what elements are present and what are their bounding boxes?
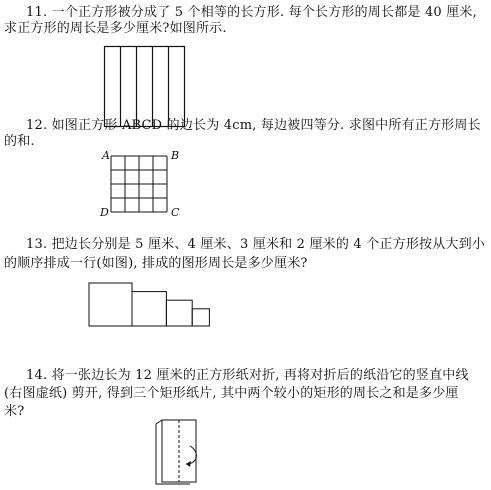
- fig11-outer-square: [105, 47, 185, 127]
- fig13-square: [166, 300, 192, 326]
- fig12-grid-lines: [111, 156, 167, 212]
- problem-11-line-2: 求正方形的周长是多少厘米?如图所示.: [4, 21, 227, 36]
- fig13-square: [132, 292, 166, 326]
- problem-12-line-1: 12. 如图正方形 ABCD 的边长为 4cm, 每边被四等分. 求图中所有正方形周长: [26, 118, 481, 133]
- fig13-square: [192, 309, 209, 326]
- fig13-square: [89, 283, 132, 326]
- problem-13-line-1: 13. 把边长分别是 5 厘米、4 厘米、3 厘米和 2 厘米的 4 个正方形按从大到小: [26, 237, 486, 252]
- figure-12-grid-square: [110, 155, 168, 213]
- figure-14-folded-paper: [150, 418, 210, 488]
- problem-14-line-2: (右图虚纸) 剪开, 得到三个矩形纸片, 其中两个较小的矩形的周长之和是多少厘: [4, 386, 459, 401]
- figure-11-square-strips: [104, 46, 186, 128]
- fig12-label-c: C: [171, 206, 180, 219]
- problem-13-line-2: 的顺序排成一行(如图), 排成的图形周长是多少厘米?: [4, 256, 308, 271]
- fig12-label-b: B: [171, 149, 180, 162]
- fig11-strip-dividers: [121, 47, 169, 127]
- fig13-squares-group: [89, 283, 209, 326]
- problem-12-line-2: 的和.: [4, 134, 35, 149]
- fig12-label-d: D: [100, 206, 109, 219]
- problem-14-line-3: 米?: [4, 404, 25, 419]
- fig14-back-top-edge: [156, 420, 162, 424]
- problem-11-line-1: 11. 一个正方形被分成了 5 个相等的长方形. 每个长方形的周长都是 40 厘米,: [26, 5, 477, 20]
- figure-13-squares-row: [88, 282, 208, 328]
- fig12-label-a: A: [102, 149, 110, 162]
- problem-14-line-1: 14. 将一张边长为 12 厘米的正方形纸对折, 再将对折后的纸沿它的竖直中线: [26, 368, 469, 383]
